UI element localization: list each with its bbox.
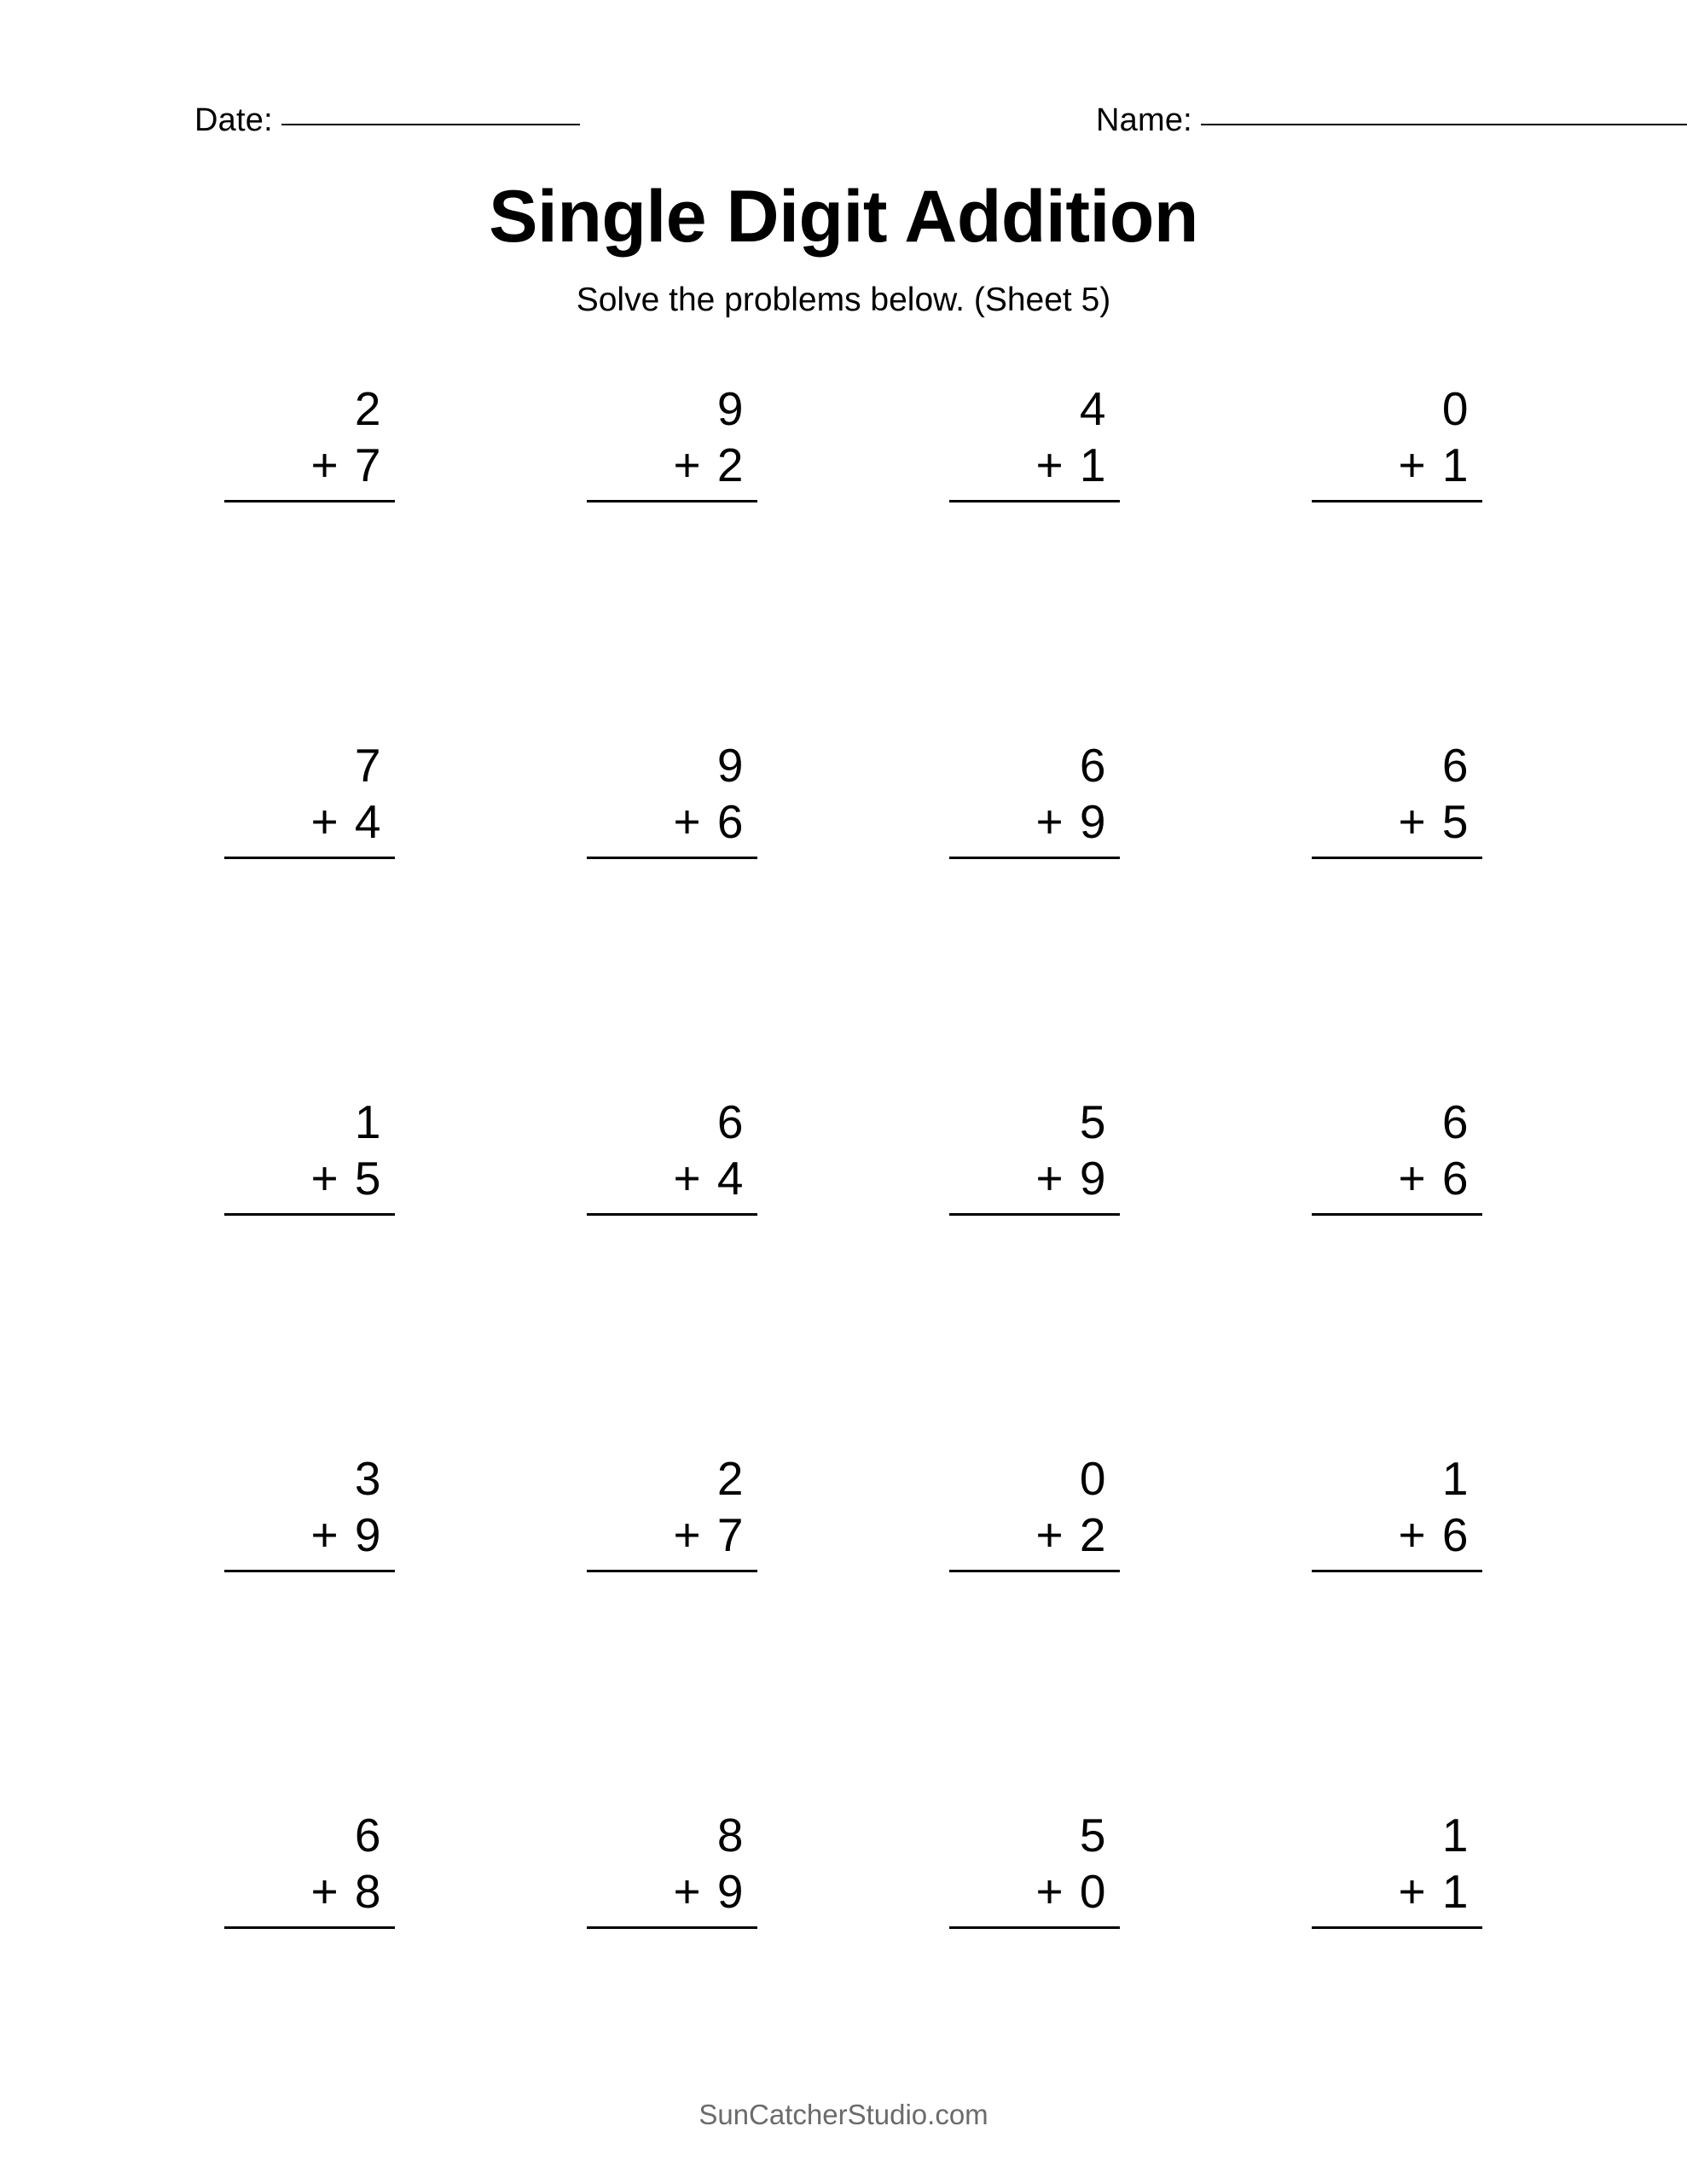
addend-top: 6: [1441, 739, 1470, 792]
worksheet-header: [0, 102, 1687, 154]
addend-top: 9: [716, 382, 745, 435]
addend-bottom: + 7: [587, 1507, 757, 1572]
addend-bottom: + 2: [587, 437, 757, 502]
problem-item[interactable]: [490, 375, 853, 732]
problem-item[interactable]: [128, 1445, 490, 1802]
addend-bottom: + 0: [949, 1863, 1120, 1929]
addend-top: 8: [716, 1809, 745, 1862]
addend-bottom: + 2: [949, 1507, 1120, 1572]
addend-top: 5: [1079, 1809, 1108, 1862]
problem-item[interactable]: [490, 732, 853, 1089]
problem-item[interactable]: [490, 1089, 853, 1445]
addend-bottom: + 5: [224, 1150, 395, 1216]
problem-item[interactable]: [1215, 1089, 1578, 1445]
addend-top: 6: [1441, 1095, 1470, 1148]
addend-bottom: + 9: [224, 1507, 395, 1572]
page-title: Single Digit Addition: [489, 176, 1198, 258]
problems-grid: [128, 375, 1578, 2158]
addend-bottom: + 8: [224, 1863, 395, 1929]
addend-bottom: + 9: [949, 1150, 1120, 1216]
addend-top: 5: [1079, 1095, 1108, 1148]
problem-item[interactable]: [1215, 1445, 1578, 1802]
addend-bottom: + 6: [1312, 1507, 1482, 1572]
addend-bottom: + 1: [949, 437, 1120, 502]
problem-item[interactable]: [1215, 375, 1578, 732]
problem-item[interactable]: [128, 375, 490, 732]
addend-bottom: + 7: [224, 437, 395, 502]
date-write-line[interactable]: [281, 123, 580, 125]
addend-bottom: + 9: [587, 1863, 757, 1929]
addend-top: 1: [1441, 1809, 1470, 1862]
addend-bottom: + 1: [1312, 437, 1482, 502]
addend-top: 1: [1441, 1452, 1470, 1505]
addend-bottom: + 4: [587, 1150, 757, 1216]
addend-top: 4: [1079, 382, 1108, 435]
name-write-line[interactable]: [1201, 123, 1687, 125]
page-subtitle: Solve the problems below. (Sheet 5): [576, 282, 1111, 318]
problem-item[interactable]: [490, 1445, 853, 1802]
addend-top: 6: [1079, 739, 1108, 792]
date-label: Date:: [194, 102, 273, 138]
addend-bottom: + 4: [224, 793, 395, 859]
addend-bottom: + 5: [1312, 793, 1482, 859]
addend-top: 6: [354, 1809, 383, 1862]
problem-item[interactable]: [853, 375, 1215, 732]
date-field[interactable]: [194, 102, 580, 139]
problem-item[interactable]: [853, 732, 1215, 1089]
site-credit: SunCatcherStudio.com: [699, 2099, 988, 2130]
problem-item[interactable]: [128, 732, 490, 1089]
problem-item[interactable]: [853, 1445, 1215, 1802]
addend-top: 0: [1079, 1452, 1108, 1505]
problem-item[interactable]: [128, 1089, 490, 1445]
addend-bottom: + 9: [949, 793, 1120, 859]
addend-top: 2: [354, 382, 383, 435]
addend-top: 7: [354, 739, 383, 792]
addend-top: 3: [354, 1452, 383, 1505]
addend-top: 0: [1441, 382, 1470, 435]
problem-item[interactable]: [853, 1089, 1215, 1445]
problem-item[interactable]: [1215, 732, 1578, 1089]
addend-bottom: + 1: [1312, 1863, 1482, 1929]
addend-top: 2: [716, 1452, 745, 1505]
addend-top: 9: [716, 739, 745, 792]
addend-bottom: + 6: [1312, 1150, 1482, 1216]
name-field[interactable]: [1096, 102, 1687, 139]
addend-bottom: + 6: [587, 793, 757, 859]
name-label: Name:: [1096, 102, 1192, 138]
addend-top: 6: [716, 1095, 745, 1148]
addend-top: 1: [354, 1095, 383, 1148]
